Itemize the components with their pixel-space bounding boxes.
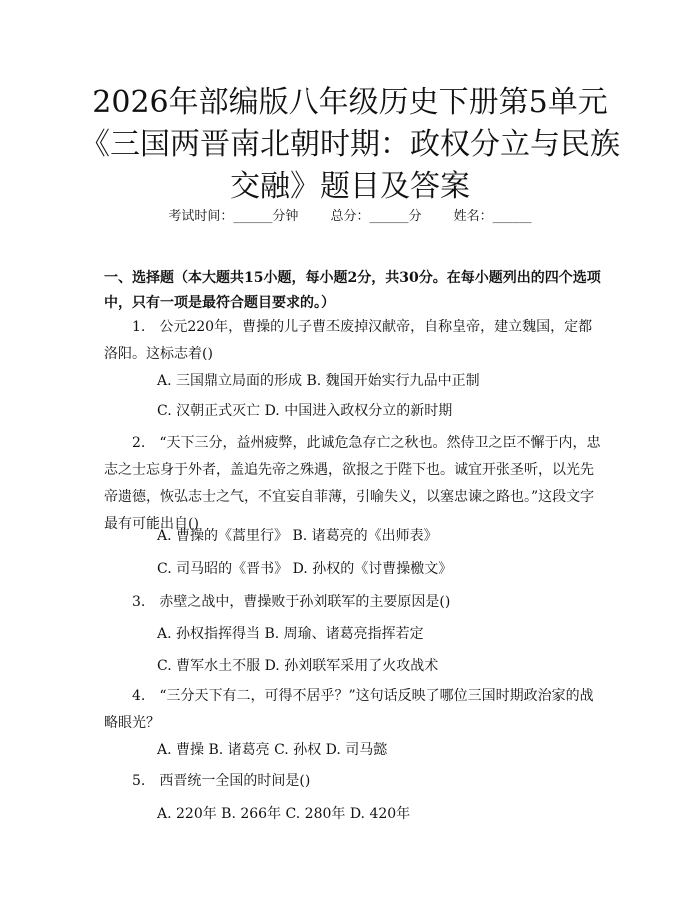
question-2: 2. “天下三分，益州疲弊，此诚危急存亡之秋也。然侍卫之臣不懈于内，忠志之士忘身于外者，盖追先帝之殊遇，欲报之于陛下也。诚宜开张圣听，以光先帝遗德，恢弘志士之气，不宜妄自菲薄，引喻失义，以塞忠谏之路也。”这段文字最有可能出自() (104, 435, 601, 532)
student-name-field: 姓名：______ (453, 209, 532, 224)
question-3-options-a-b: A. 孙权指挥得当 B. 周瑜、诸葛亮指挥若定 (157, 626, 424, 642)
question-3-options-c-d: C. 曹军水土不服 D. 孙刘联军采用了火攻战术 (157, 658, 439, 674)
question-4-options: A. 曹操 B. 诸葛亮 C. 孙权 D. 司马懿 (157, 742, 388, 758)
question-4: 4. “三分天下有二，可得不居乎？”这句话反映了哪位三国时期政治家的战略眼光？ (104, 688, 594, 731)
question-2-options-c-d: C. 司马昭的《晋书》 D. 孙权的《讨曹操檄文》 (157, 561, 453, 577)
question-2-options-a-b: A. 曹操的《蒿里行》 B. 诸葛亮的《出师表》 (157, 528, 438, 544)
total-score-field: 总分：______分 (330, 209, 422, 224)
question-1: 1. 公元220年，曹操的儿子曹丕废掉汉献帝，自称皇帝，建立魏国，定都洛阳。这标志着() (104, 319, 593, 362)
question-3: 3. 赤壁之战中，曹操败于孙刘联军的主要原因是() (132, 594, 451, 610)
exam-time-field: 考试时间：______分钟 (168, 209, 299, 224)
question-5: 5. 西晋统一全国的时间是() (132, 773, 311, 789)
question-5-options: A. 220年 B. 266年 C. 280年 D. 420年 (157, 806, 411, 822)
section-heading: 一、选择题（本大题共15小题，每小题2分，共30分。在每小题列出的四个选项中，只有一项是最符合题目要求的。） (104, 270, 601, 311)
question-1-options-a-b: A. 三国鼎立局面的形成 B. 魏国开始实行九品中正制 (157, 373, 480, 389)
exam-meta (0, 207, 700, 227)
document-title: 2026年部编版八年级历史下册第5单元《三国两晋南北朝时期：政权分立与民族交融》题目及答案 (80, 85, 620, 204)
question-1-options-c-d: C. 汉朝正式灭亡 D. 中国进入政权分立的新时期 (157, 403, 453, 419)
